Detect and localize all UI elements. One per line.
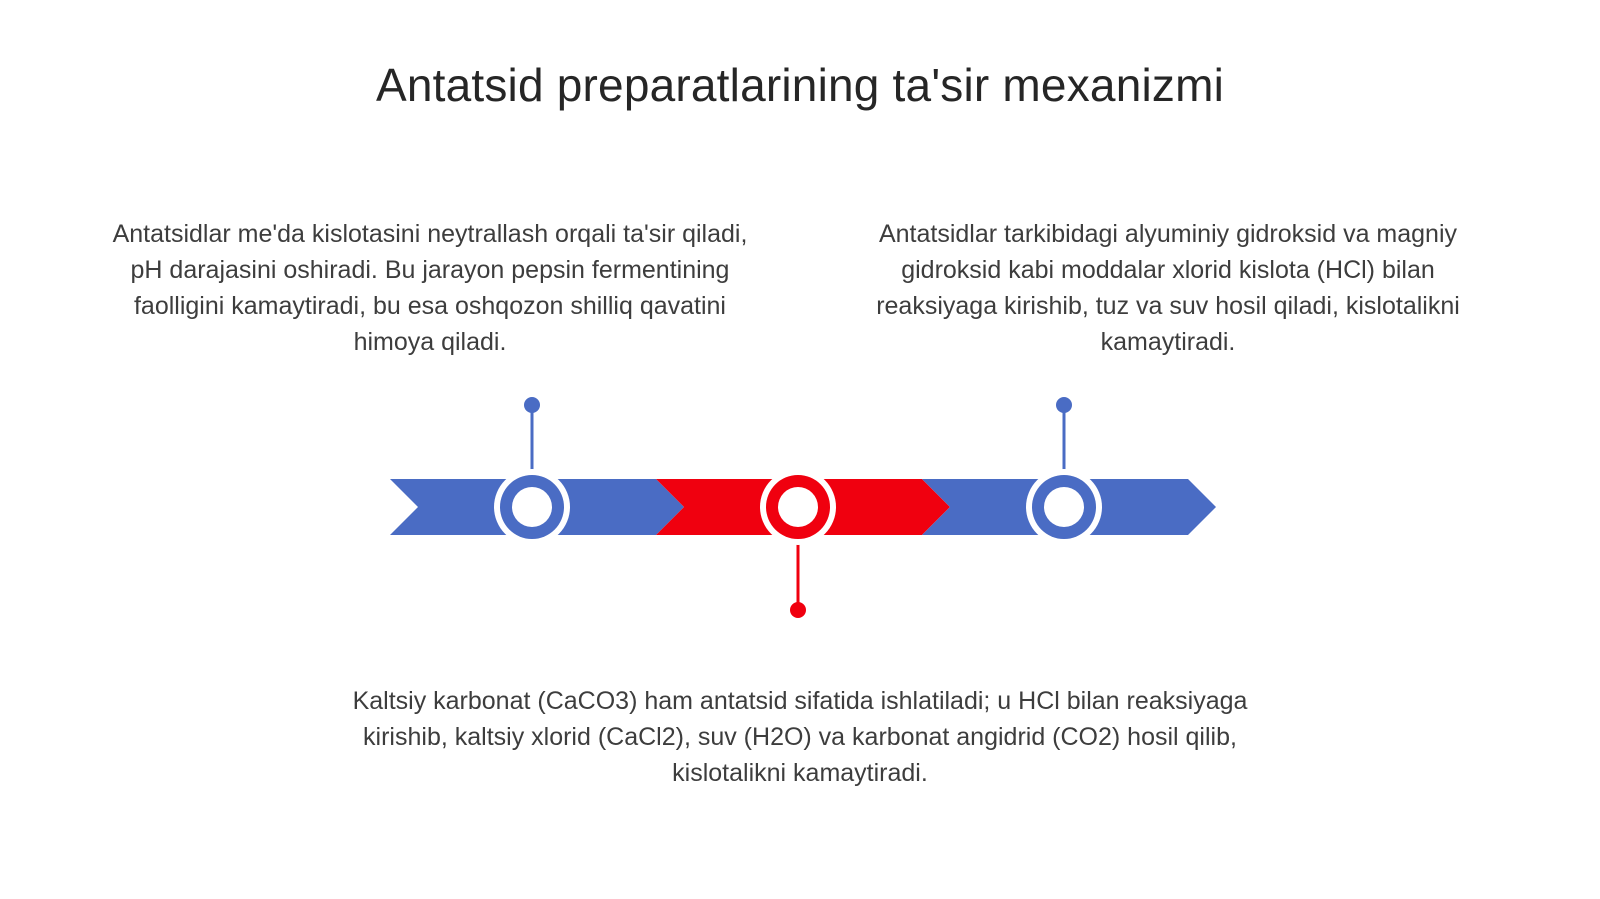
timeline-segment-3 — [922, 479, 1216, 535]
milestone-outer-3 — [1026, 469, 1102, 545]
timeline-markers — [494, 469, 1102, 545]
connector-dot-3 — [1056, 397, 1072, 413]
step-2-text: Kaltsiy karbonat (CaCO3) ham antatsid sifatida ishlatiladi; u HCl bilan reaksiyaga kirishib, kaltsiy xlorid (CaCl2), suv (H2O) va karbonat angidrid (CO2) hosil qilib, kislotalikni kamaytiradi. — [352, 687, 1248, 787]
milestone-ring-3 — [1032, 475, 1096, 539]
milestone-outer-1 — [494, 469, 570, 545]
timeline-connectors — [524, 397, 1072, 618]
step-1-text: Antatsidlar me'da kislotasini neytrallash orqali ta'sir qiladi, pH darajasini oshiradi. Bu jarayon pepsin fermentining faolligini kamaytiradi, bu esa oshqozon shilliq qavatini himoya qiladi. — [112, 220, 748, 356]
slide-title: Antatsid preparatlarining ta'sir mexanizmi — [375, 59, 1225, 111]
milestone-outer-2 — [760, 469, 836, 545]
step-3-text: Antatsidlar tarkibidagi alyuminiy gidroksid va magniy gidroksid kabi moddalar xlorid kislota (HCl) bilan reaksiyaga kirishib, tuz va suv hosil qiladi, kislotalikni kamaytiradi. — [876, 220, 1460, 356]
timeline-segment-2 — [656, 479, 950, 535]
milestone-center-2 — [778, 487, 818, 527]
connector-dot-2 — [790, 602, 806, 618]
timeline-arrow-segments — [390, 479, 1216, 535]
milestone-ring-2 — [766, 475, 830, 539]
milestone-ring-1 — [500, 475, 564, 539]
connector-dot-1 — [524, 397, 540, 413]
milestone-center-3 — [1044, 487, 1084, 527]
timeline-segment-1 — [390, 479, 684, 535]
milestone-center-1 — [512, 487, 552, 527]
